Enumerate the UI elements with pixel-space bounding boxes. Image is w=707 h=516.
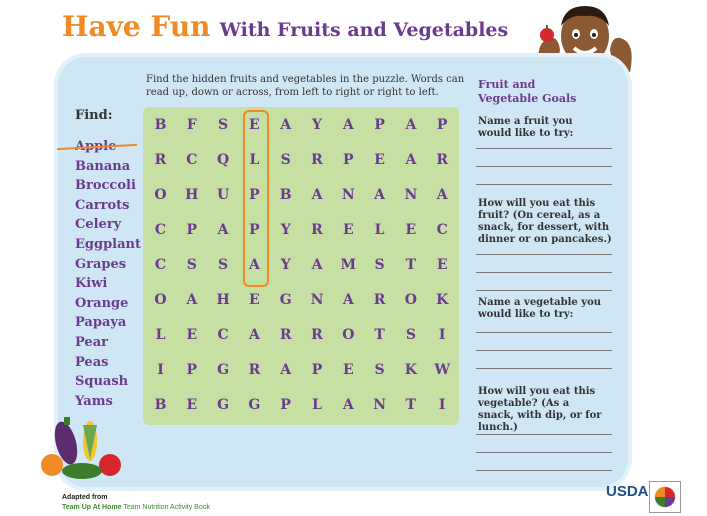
title-part2: With Fruits and Vegetables	[219, 19, 509, 41]
grid-letter[interactable]: G	[217, 362, 230, 378]
answer-line[interactable]	[476, 290, 612, 291]
grid-letter[interactable]: B	[279, 187, 292, 203]
grid-letter[interactable]: E	[342, 362, 354, 378]
answer-line[interactable]	[476, 452, 612, 453]
goals-title-line1: Fruit and	[478, 78, 536, 91]
grid-letter[interactable]: S	[374, 257, 385, 273]
grid-letter[interactable]: C	[186, 152, 198, 168]
grid-letter[interactable]: P	[436, 117, 448, 133]
grid-letter[interactable]: L	[374, 222, 385, 238]
grid-letter[interactable]: F	[186, 117, 197, 133]
myplate-logo	[649, 481, 681, 513]
grid-letter[interactable]: Y	[312, 117, 322, 133]
grid-letter[interactable]: R	[311, 222, 323, 238]
grid-letter[interactable]: O	[154, 187, 167, 203]
answer-line[interactable]	[476, 434, 612, 435]
grid-letter[interactable]: K	[404, 362, 417, 378]
goals-title	[478, 78, 576, 106]
grid-letter[interactable]: A	[280, 362, 292, 378]
credit-text	[62, 493, 210, 513]
grid-letter[interactable]: K	[436, 292, 449, 308]
grid-letter[interactable]: Y	[280, 222, 291, 238]
find-word	[75, 137, 141, 157]
grid-letter[interactable]: A	[342, 397, 354, 413]
find-word: Yams	[75, 393, 113, 409]
grid-letter[interactable]: R	[279, 327, 292, 343]
grid-letter[interactable]: Q	[216, 152, 230, 168]
grid-letter[interactable]: I	[438, 327, 446, 343]
page-title	[62, 10, 508, 43]
grid-letter[interactable]: R	[154, 152, 167, 168]
grid-letter[interactable]: O	[404, 292, 417, 308]
grid-letter[interactable]: I	[157, 362, 164, 378]
grid-letter[interactable]: G	[248, 397, 261, 413]
grid-letter[interactable]: W	[434, 362, 451, 378]
find-word: Celery	[75, 217, 122, 233]
grid-letter[interactable]: C	[154, 222, 167, 238]
grid-letter[interactable]: P	[249, 222, 260, 238]
grid-letter[interactable]: A	[311, 187, 323, 203]
grid-letter[interactable]: S	[280, 152, 291, 168]
grid-letter[interactable]: I	[438, 397, 446, 413]
grid-letter[interactable]: O	[154, 292, 167, 308]
grid-letter[interactable]: O	[342, 327, 355, 343]
grid-letter[interactable]: A	[342, 117, 354, 133]
grid-letter[interactable]: Y	[280, 257, 291, 273]
grid-letter[interactable]: E	[249, 292, 260, 308]
grid-letter[interactable]: P	[249, 187, 260, 203]
grid-letter[interactable]: E	[405, 222, 417, 238]
answer-line[interactable]	[476, 184, 612, 185]
myplate-icon	[650, 482, 680, 512]
grid-letter[interactable]: P	[311, 362, 323, 378]
grid-letter[interactable]: P	[374, 117, 385, 133]
find-word: Banana	[75, 158, 131, 174]
find-label: Find:	[75, 108, 113, 123]
grid-letter[interactable]: A	[311, 257, 323, 273]
grid-letter[interactable]: E	[342, 222, 354, 238]
grid-letter[interactable]: S	[405, 327, 416, 343]
answer-line[interactable]	[476, 368, 612, 369]
find-word: Orange	[75, 295, 129, 311]
credit-source: Team Up At Home	[62, 504, 122, 511]
grid-letter[interactable]: P	[280, 397, 291, 413]
find-word: Squash	[75, 374, 129, 390]
grid-letter[interactable]: P	[186, 222, 198, 238]
find-word-list	[75, 137, 141, 411]
grid-letter[interactable]: A	[405, 152, 417, 168]
find-word: Broccoli	[75, 178, 136, 194]
find-word: Kiwi	[75, 276, 108, 292]
grid-letter[interactable]: S	[218, 257, 229, 273]
title-part1: Have Fun	[62, 10, 211, 43]
grid-letter[interactable]: A	[186, 292, 198, 308]
grid-letter[interactable]: H	[216, 292, 230, 308]
goal-question-2: How will you eat this fruit? (On cereal, as a snack, for dessert, with dinner or on pancakes.)	[478, 198, 612, 245]
answer-line[interactable]	[476, 148, 612, 149]
grid-letter[interactable]: H	[185, 187, 199, 203]
find-word: Carrots	[75, 197, 130, 213]
grid-letter[interactable]: A	[217, 222, 229, 238]
grid-letter[interactable]: T	[405, 257, 417, 273]
grid-letter[interactable]: P	[343, 152, 354, 168]
grid-letter[interactable]: N	[341, 187, 355, 203]
goal-question-1: Name a fruit you would like to try:	[478, 116, 574, 139]
grid-letter[interactable]: C	[217, 327, 229, 343]
grid-letter[interactable]: C	[154, 257, 167, 273]
grid-letter[interactable]: A	[374, 187, 386, 203]
answer-line[interactable]	[476, 332, 612, 333]
grid-letter[interactable]: E	[186, 327, 198, 343]
grid-letter[interactable]: L	[249, 152, 260, 168]
instructions-text: Find the hidden fruits and vegetables in the puzzle. Words can read up, down or across, from left to right or right to left.	[146, 74, 465, 98]
grid-letter[interactable]: R	[311, 327, 323, 343]
goal-question-3: Name a vegetable you would like to try:	[478, 297, 602, 320]
grid-letter[interactable]: L	[155, 327, 166, 343]
grid-letter[interactable]: E	[436, 257, 448, 273]
usda-logo: USDA	[606, 483, 649, 500]
grid-letter[interactable]: S	[218, 117, 229, 133]
goal-question-4: How will you eat this vegetable? (As a snack, with dip, or for lunch.)	[478, 386, 602, 433]
grid-letter[interactable]: R	[373, 292, 386, 308]
grid-letter[interactable]: A	[248, 327, 260, 343]
word-search-grid	[143, 107, 459, 425]
answer-line[interactable]	[476, 470, 612, 471]
found-word-highlight	[243, 110, 269, 287]
grid-letter[interactable]: A	[248, 257, 260, 273]
grid-letter[interactable]: N	[404, 187, 418, 203]
grid-letter[interactable]: R	[248, 362, 261, 378]
grid-letter[interactable]: N	[310, 292, 324, 308]
vegetables-illustration	[38, 415, 128, 483]
answer-line[interactable]	[476, 350, 612, 351]
grid-letter[interactable]: P	[186, 362, 198, 378]
grid-letter[interactable]: A	[436, 187, 448, 203]
grid-letter[interactable]: U	[216, 187, 230, 203]
grid-letter[interactable]: E	[249, 117, 260, 133]
answer-line[interactable]	[476, 254, 612, 255]
find-word: Papaya	[75, 315, 127, 331]
grid-letter[interactable]: G	[279, 292, 292, 308]
answer-line[interactable]	[476, 272, 612, 273]
grid-letter[interactable]: R	[311, 152, 323, 168]
grid-letter[interactable]: G	[217, 397, 230, 413]
grid-letter[interactable]: C	[436, 222, 448, 238]
find-word: Eggplant	[75, 236, 141, 252]
grid-letter[interactable]: T	[405, 397, 417, 413]
grid-letter[interactable]: S	[186, 257, 197, 273]
grid-letter[interactable]: M	[340, 257, 357, 273]
credit-rest: Team Nutrition Activity Book	[123, 504, 211, 511]
grid-letter[interactable]: N	[373, 397, 386, 413]
grid-letter[interactable]: E	[374, 152, 385, 168]
find-word: Peas	[75, 354, 109, 370]
answer-line[interactable]	[476, 166, 612, 167]
grid-letter[interactable]: R	[436, 152, 448, 168]
grid-letter[interactable]: S	[374, 362, 385, 378]
grid-letter[interactable]: L	[312, 397, 322, 413]
grid-letter[interactable]: A	[405, 117, 417, 133]
grid-letter[interactable]: E	[186, 397, 198, 413]
grid-letter[interactable]: B	[154, 117, 167, 133]
grid-letter[interactable]: A	[342, 292, 354, 308]
grid-letter[interactable]: A	[280, 117, 292, 133]
grid-letter[interactable]: T	[374, 327, 385, 343]
find-word: Pear	[75, 334, 108, 350]
goals-title-line2: Vegetable Goals	[478, 92, 577, 105]
find-word: Grapes	[75, 256, 127, 272]
grid-letter[interactable]: B	[154, 397, 167, 413]
credit-line1: Adapted from	[62, 494, 108, 501]
